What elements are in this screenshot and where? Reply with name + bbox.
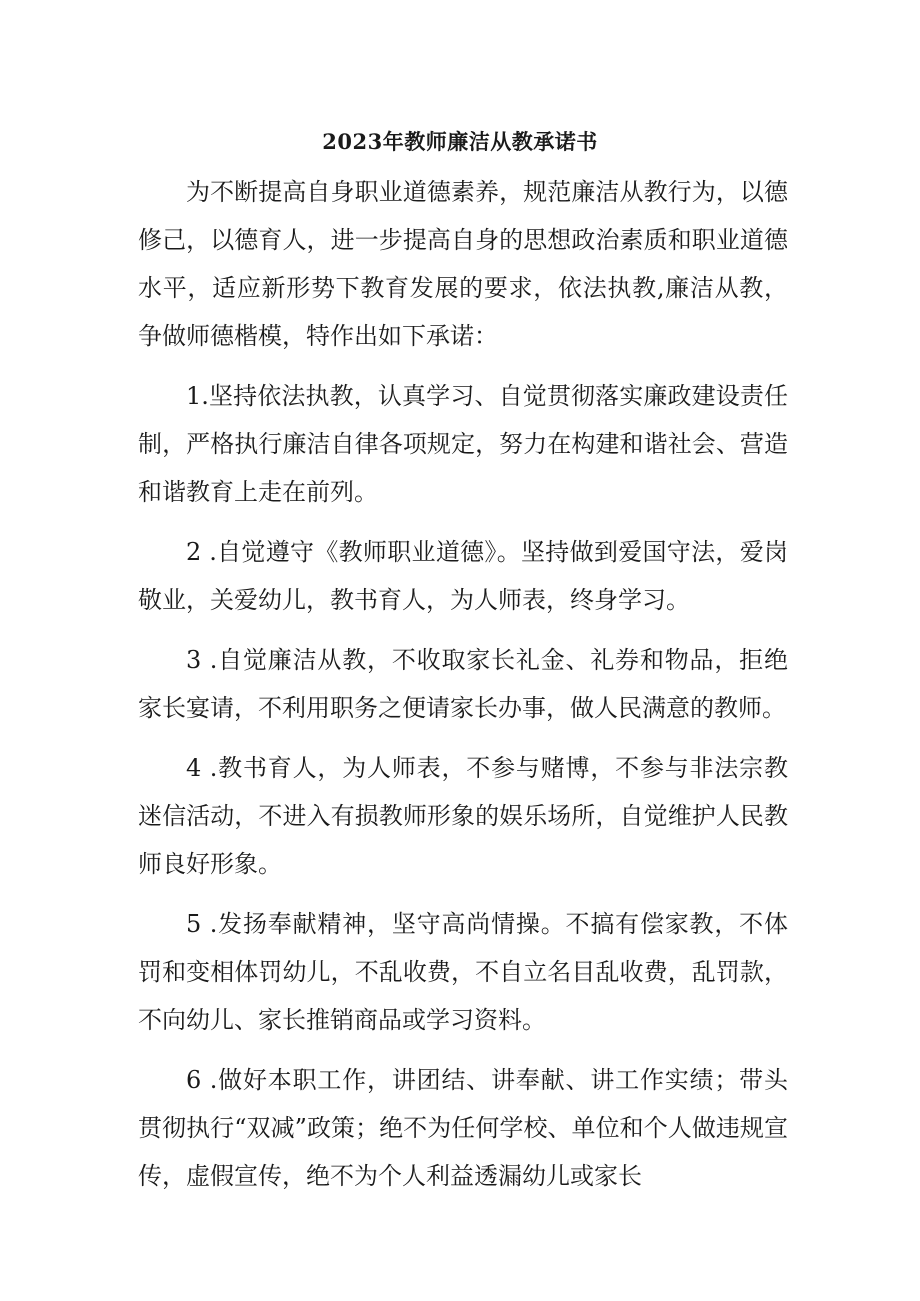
- commitment-item-2: 2 .自觉遵守《教师职业道德》。坚持做到爱国守法，爱岗敬业，关爱幼儿，教书育人，为人师表，终身学习。: [138, 538, 788, 614]
- commitment-item-1: 1.坚持依法执教，认真学习、自觉贯彻落实廉政建设责任制，严格执行廉洁自律各项规定，努力在构建和谐社会、营造和谐教育上走在前列。: [138, 382, 788, 506]
- document-title: 2023年教师廉洁从教承诺书: [322, 129, 598, 154]
- commitment-item-3: 3 .自觉廉洁从教，不收取家长礼金、礼券和物品，拒绝家长宴请，不利用职务之便请家长办事，做人民满意的教师。: [138, 646, 788, 722]
- commitment-item-6: 6 .做好本职工作，讲团结、讲奉献、讲工作实绩；带头贯彻执行“双减”政策；绝不为任何学校、单位和个人做违规宣传，虚假宣传，绝不为个人利益透漏幼儿或家长: [138, 1066, 788, 1190]
- commitment-item-5: 5 .发扬奉献精神，坚守高尚情操。不搞有偿家教，不体罚和变相体罚幼儿，不乱收费，不自立名目乱收费，乱罚款，不向幼儿、家长推销商品或学习资料。: [138, 910, 788, 1034]
- commitment-item-4: 4 .教书育人，为人师表，不参与赌博，不参与非法宗教迷信活动，不进入有损教师形象的娱乐场所，自觉维护人民教师良好形象。: [138, 754, 788, 878]
- intro-paragraph: 为不断提高自身职业道德素养，规范廉洁从教行为，以德修己，以德育人，进一步提高自身的思想政治素质和职业道德水平，适应新形势下教育发展的要求，依法执教,廉洁从教，争做师德楷模，特作出如下承诺：: [138, 178, 788, 350]
- document-body: [138, 168, 788, 1200]
